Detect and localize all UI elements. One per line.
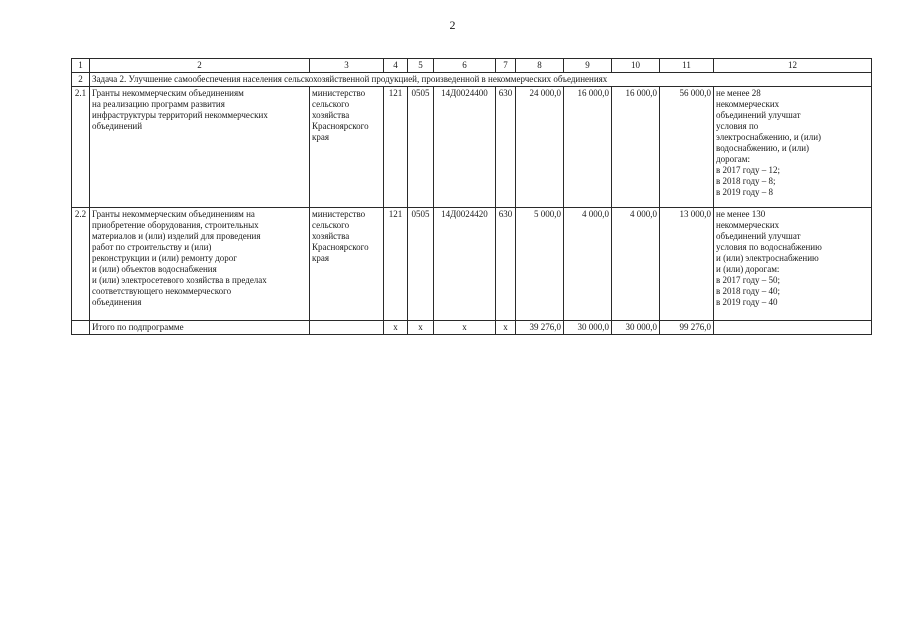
amount-total: 13 000,0 <box>660 208 714 321</box>
total-c4: х <box>384 321 408 335</box>
expense-type-code: 630 <box>496 87 516 208</box>
row-number: 2.2 <box>72 208 90 321</box>
row-number: 2.1 <box>72 87 90 208</box>
header-cell: 12 <box>714 59 872 73</box>
total-sum: 99 276,0 <box>660 321 714 335</box>
page-number: 2 <box>449 18 456 32</box>
total-2017: 39 276,0 <box>516 321 564 335</box>
amount-2019: 16 000,0 <box>612 87 660 208</box>
amount-2017: 24 000,0 <box>516 87 564 208</box>
responsible-org: министерство сельского хозяйства Красноярского края <box>310 208 384 321</box>
task-row <box>72 73 872 87</box>
header-cell: 2 <box>90 59 310 73</box>
header-cell: 3 <box>310 59 384 73</box>
expected-result: не менее 130 некоммерческих объединений улучшат условия по водоснабжению и (или) электроснабжению и (или) дорогам: в 2017 году – 50; в 2018 году – 40; в 2019 году – 40 <box>714 208 872 321</box>
header-cell: 10 <box>612 59 660 73</box>
total-c6: х <box>434 321 496 335</box>
section-code: 0505 <box>408 208 434 321</box>
total-2019: 30 000,0 <box>612 321 660 335</box>
task-number: 2 <box>72 73 90 87</box>
total-empty-cell <box>72 321 90 335</box>
total-c5: х <box>408 321 434 335</box>
table-row <box>72 87 872 208</box>
amount-2019: 4 000,0 <box>612 208 660 321</box>
header-cell: 5 <box>408 59 434 73</box>
header-cell: 4 <box>384 59 408 73</box>
header-cell: 8 <box>516 59 564 73</box>
measure-name: Гранты некоммерческим объединениям на реализацию программ развития инфраструктуры территорий некоммерческих объединений <box>90 87 310 208</box>
total-empty-cell <box>714 321 872 335</box>
total-row <box>72 321 872 335</box>
amount-2018: 16 000,0 <box>564 87 612 208</box>
section-code: 0505 <box>408 87 434 208</box>
total-empty-cell <box>310 321 384 335</box>
header-row <box>72 59 872 73</box>
measure-name: Гранты некоммерческим объединениям на приобретение оборудования, строительных материалов и (или) изделий для проведения работ по строительству и (или) реконструкции и (или) ремонту дорог и (или) объектов водоснабжения и (или) электросетевого хозяйства в пределах соответствующего некоммерческого объединения <box>90 208 310 321</box>
header-cell: 7 <box>496 59 516 73</box>
budget-table <box>71 58 872 335</box>
responsible-org: министерство сельского хозяйства Красноярского края <box>310 87 384 208</box>
expected-result: не менее 28 некоммерческих объединений улучшат условия по электроснабжению, и (или) водоснабжению, и (или) дорогам: в 2017 году – 12; в 2018 году – 8; в 2019 году – 8 <box>714 87 872 208</box>
task-title: Задача 2. Улучшение самообеспечения населения сельскохозяйственной продукцией, произведенной в некоммерческих объединениях <box>90 73 872 87</box>
grbs-code: 121 <box>384 87 408 208</box>
table-row <box>72 208 872 321</box>
expense-type-code: 630 <box>496 208 516 321</box>
amount-2018: 4 000,0 <box>564 208 612 321</box>
total-c7: х <box>496 321 516 335</box>
target-article-code: 14Д0024420 <box>434 208 496 321</box>
total-label: Итого по подпрограмме <box>90 321 310 335</box>
total-2018: 30 000,0 <box>564 321 612 335</box>
amount-total: 56 000,0 <box>660 87 714 208</box>
header-cell: 1 <box>72 59 90 73</box>
header-cell: 9 <box>564 59 612 73</box>
header-cell: 6 <box>434 59 496 73</box>
target-article-code: 14Д0024400 <box>434 87 496 208</box>
amount-2017: 5 000,0 <box>516 208 564 321</box>
grbs-code: 121 <box>384 208 408 321</box>
header-cell: 11 <box>660 59 714 73</box>
